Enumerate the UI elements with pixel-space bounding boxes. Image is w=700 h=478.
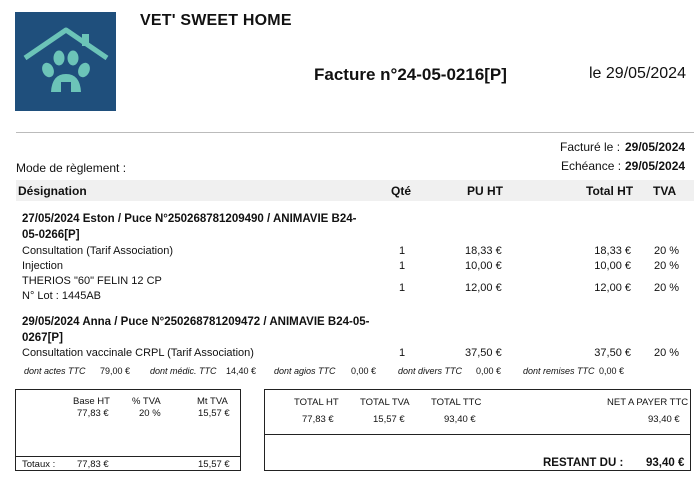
col-qty: Qté bbox=[391, 184, 412, 198]
total-ht-label: TOTAL HT bbox=[294, 397, 339, 408]
due-value: 29/05/2024 bbox=[625, 159, 686, 173]
vat-totals-base: 77,83 € bbox=[77, 459, 109, 470]
agios-value: 0,00 € bbox=[351, 366, 377, 376]
row-tva: 20 % bbox=[654, 260, 680, 272]
row-lot-number: N° Lot : 1445AB bbox=[22, 290, 102, 302]
remaining-due-label: RESTANT DU : bbox=[543, 457, 624, 469]
row-designation: Injection bbox=[22, 260, 63, 272]
row-qty: 1 bbox=[399, 260, 406, 272]
row-total: 37,50 € bbox=[594, 347, 631, 359]
due-label: Echéance : bbox=[561, 159, 622, 173]
remises-value: 0,00 € bbox=[599, 366, 625, 376]
row-designation: Consultation vaccinale CRPL (Tarif Association) bbox=[22, 347, 254, 359]
agios-label: dont agios TTC bbox=[274, 366, 336, 376]
vat-base-value: 77,83 € bbox=[77, 408, 109, 419]
row-qty: 1 bbox=[399, 347, 406, 359]
divers-label: dont divers TTC bbox=[398, 366, 463, 376]
net-to-pay-value: 93,40 € bbox=[648, 414, 680, 425]
vat-totals-amount: 15,57 € bbox=[198, 459, 230, 470]
actes-value: 79,00 € bbox=[100, 366, 131, 376]
col-total-ht: Total HT bbox=[586, 184, 634, 198]
invoice-date: le 29/05/2024 bbox=[589, 65, 686, 82]
col-designation: Désignation bbox=[18, 184, 87, 198]
clinic-logo bbox=[15, 12, 116, 111]
house-paw-icon bbox=[15, 12, 116, 111]
row-pu: 12,00 € bbox=[465, 282, 502, 294]
row-designation: Consultation (Tarif Association) bbox=[22, 245, 174, 257]
remaining-due-value: 93,40 € bbox=[646, 457, 685, 469]
total-ht-value: 77,83 € bbox=[302, 414, 334, 425]
col-tva: TVA bbox=[653, 184, 677, 198]
row-qty: 1 bbox=[399, 282, 406, 294]
vat-amount-value: 15,57 € bbox=[198, 408, 230, 419]
total-tva-value: 15,57 € bbox=[373, 414, 405, 425]
row-pu: 10,00 € bbox=[465, 260, 502, 272]
row-tva: 20 % bbox=[654, 347, 680, 359]
medic-value: 14,40 € bbox=[226, 366, 257, 376]
totals-divider bbox=[264, 434, 691, 435]
actes-label: dont actes TTC bbox=[24, 366, 86, 376]
clinic-name: VET' SWEET HOME bbox=[140, 12, 292, 29]
col-pu-ht: PU HT bbox=[467, 184, 503, 198]
total-ttc-value: 93,40 € bbox=[444, 414, 476, 425]
vat-rate-value: 20 % bbox=[139, 408, 161, 419]
vat-totals-divider bbox=[15, 456, 241, 457]
vat-rate-label: % TVA bbox=[132, 396, 161, 407]
row-tva: 20 % bbox=[654, 282, 680, 294]
vat-totals-label: Totaux : bbox=[22, 459, 56, 470]
row-total: 18,33 € bbox=[594, 245, 631, 257]
group-title: 27/05/2024 Eston / Puce N°250268781209490 / ANIMAVIE B24-05-0266[P] bbox=[22, 213, 357, 241]
row-total: 12,00 € bbox=[594, 282, 631, 294]
row-qty: 1 bbox=[399, 245, 406, 257]
total-tva-label: TOTAL TVA bbox=[360, 397, 410, 408]
vat-base-label: Base HT bbox=[73, 396, 110, 407]
remises-label: dont remises TTC bbox=[523, 366, 595, 376]
payment-mode-label: Mode de règlement : bbox=[16, 161, 127, 175]
vat-amount-label: Mt TVA bbox=[197, 396, 228, 407]
row-tva: 20 % bbox=[654, 245, 680, 257]
billed-value: 29/05/2024 bbox=[625, 140, 686, 154]
invoice-title: Facture n°24-05-0216[P] bbox=[314, 65, 507, 84]
row-pu: 37,50 € bbox=[465, 347, 502, 359]
divers-value: 0,00 € bbox=[476, 366, 502, 376]
medic-label: dont médic. TTC bbox=[150, 366, 217, 376]
header-divider bbox=[16, 132, 694, 133]
billed-label: Facturé le : bbox=[560, 140, 621, 154]
row-pu: 18,33 € bbox=[465, 245, 502, 257]
row-designation: THERIOS "60" FELIN 12 CP bbox=[22, 275, 162, 287]
total-ttc-label: TOTAL TTC bbox=[431, 397, 482, 408]
group-title: 29/05/2024 Anna / Puce N°250268781209472 / ANIMAVIE B24-05-0267[P] bbox=[22, 316, 370, 344]
net-to-pay-label: NET A PAYER TTC bbox=[607, 397, 689, 408]
row-total: 10,00 € bbox=[594, 260, 631, 272]
